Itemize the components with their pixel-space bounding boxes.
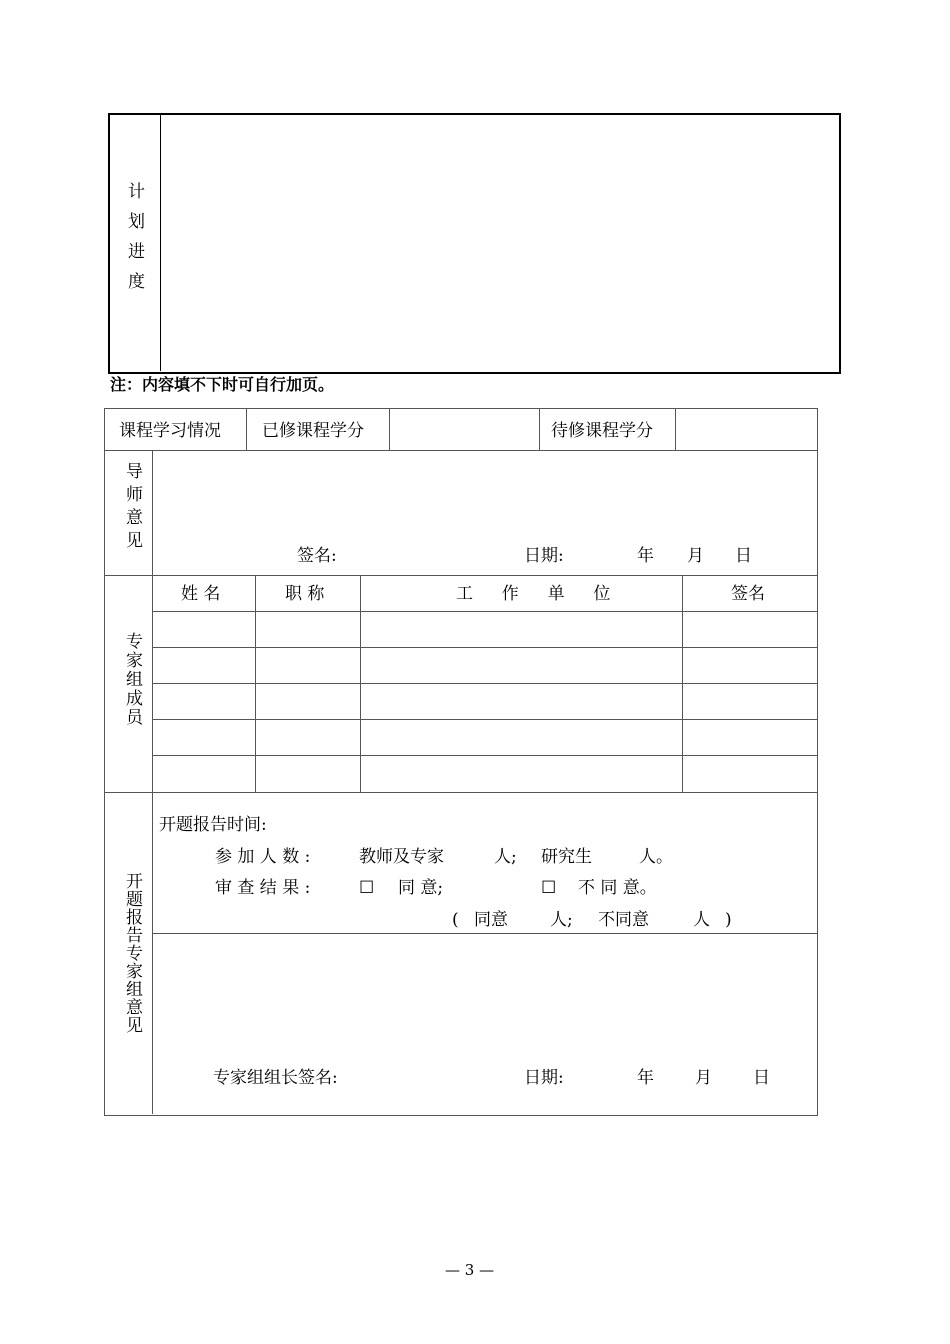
expert-title-cell[interactable] [257,612,359,646]
disagree-label: 不 同 意。 [578,878,657,898]
expert-name-cell[interactable] [154,756,254,791]
expert-unit-cell[interactable] [362,684,681,718]
experts-header-title: 职 称 [285,584,325,604]
expert-signature-cell[interactable] [684,612,816,646]
page-number: — 3 — [445,1261,495,1279]
report-label: 开题报告专家组意见 [122,872,142,1034]
report-date-label: 日期: [524,1068,564,1088]
tally-close: ) [725,910,732,930]
expert-unit-cell[interactable] [362,756,681,791]
expert-title-cell[interactable] [257,756,359,791]
course-pending-field[interactable] [677,410,815,450]
advisor-day: 日 [735,546,752,566]
advisor-sign-label: 签名: [297,546,337,566]
tally-unit-1: 人; [550,910,573,930]
result-label: 审 查 结 果 : [215,878,311,898]
tally-agree-label: 同意 [474,910,508,930]
report-day: 日 [753,1068,770,1088]
advisor-date-label: 日期: [524,546,564,566]
expert-signature-cell[interactable] [684,756,816,791]
agree-checkbox[interactable]: ☐ [359,878,375,898]
report-month: 月 [695,1068,712,1088]
participants-label: 参 加 人 数 : [215,847,311,867]
tally-disagree-label: 不同意 [598,910,649,930]
participants-teachers: 教师及专家 [359,847,444,867]
expert-signature-cell[interactable] [684,648,816,682]
experts-header-signature: 签名 [731,584,765,604]
advisor-year: 年 [637,546,654,566]
expert-signature-cell[interactable] [684,720,816,754]
advisor-label: 导师意见 [122,462,142,554]
note-text: 注：内容填不下时可自行加页。 [110,375,335,394]
expert-title-cell[interactable] [257,720,359,754]
expert-name-cell[interactable] [154,612,254,646]
tally-open: ( [452,910,459,930]
plan-content-area[interactable] [162,115,836,370]
course-completed-field[interactable] [391,410,538,450]
plan-divider [160,114,161,371]
expert-title-cell[interactable] [257,684,359,718]
participants-students: 研究生 [541,847,592,867]
expert-name-cell[interactable] [154,684,254,718]
plan-label: 计划进度 [124,182,144,302]
expert-unit-cell[interactable] [362,612,681,646]
course-pending-label: 待修课程学分 [551,421,653,441]
participants-unit-2: 人。 [639,847,673,867]
course-completed-label: 已修课程学分 [262,421,364,441]
course-label: 课程学习情况 [119,421,221,441]
tally-unit-2: 人 [693,910,710,930]
expert-title-cell[interactable] [257,648,359,682]
experts-label: 专家组成员 [122,632,142,727]
expert-name-cell[interactable] [154,648,254,682]
agree-label: 同 意; [398,878,444,898]
advisor-opinion-area[interactable] [154,452,816,542]
experts-header-name: 姓 名 [181,584,221,604]
experts-header-unit: 工 作 单 位 [456,584,617,604]
advisor-month: 月 [687,546,704,566]
disagree-checkbox[interactable]: ☐ [541,878,557,898]
participants-unit-1: 人; [494,847,517,867]
report-year: 年 [637,1068,654,1088]
leader-sign-label: 专家组组长签名: [213,1068,338,1088]
report-opinion-area[interactable] [154,935,816,1055]
expert-unit-cell[interactable] [362,648,681,682]
expert-name-cell[interactable] [154,720,254,754]
expert-unit-cell[interactable] [362,720,681,754]
report-time-label: 开题报告时间: [159,815,267,835]
expert-signature-cell[interactable] [684,684,816,718]
